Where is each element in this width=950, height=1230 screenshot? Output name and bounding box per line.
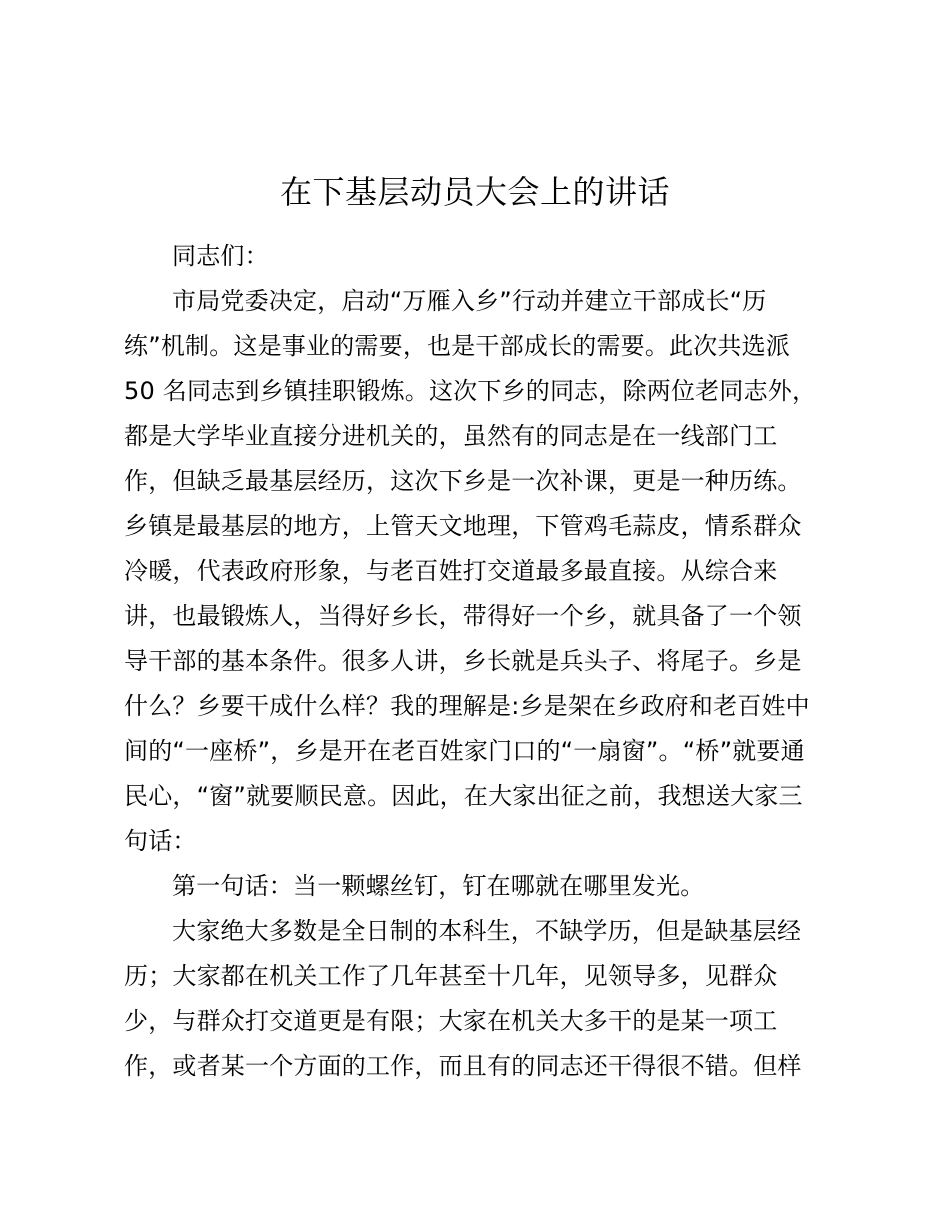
paragraph-line: 作，或者某一个方面的工作，而且有的同志还干得很不错。但样	[124, 1052, 802, 1080]
paragraph-line: 历；大家都在机关工作了几年甚至十几年，见领导多，见群众	[124, 962, 778, 990]
paragraph-line: 市局党委决定，启动“万雁入乡”行动并建立干部成长“历	[172, 287, 767, 315]
paragraph-line: 冷暖，代表政府形象，与老百姓打交道最多最直接。从综合来	[124, 557, 778, 585]
salutation-line: 同志们：	[172, 242, 269, 270]
paragraph-line: 作，但缺乏最基层经历，这次下乡是一次补课，更是一种历练。	[124, 467, 802, 495]
paragraph-line: 什么？乡要干成什么样？我的理解是:乡是架在乡政府和老百姓中	[124, 692, 810, 720]
paragraph-line: 导干部的基本条件。很多人讲，乡长就是兵头子、将尾子。乡是	[124, 647, 802, 675]
paragraph-line: 50 名同志到乡镇挂职锻炼。这次下乡的同志，除两位老同志外，	[124, 377, 817, 405]
paragraph-line: 句话：	[124, 827, 197, 855]
paragraph-line: 间的“一座桥”，乡是开在老百姓家门口的“一扇窗”。“桥”就要通	[124, 737, 805, 765]
paragraph-line: 练”机制。这是事业的需要，也是干部成长的需要。此次共选派	[124, 332, 791, 360]
paragraph-line: 都是大学毕业直接分进机关的，虽然有的同志是在一线部门工	[124, 422, 778, 450]
paragraph-line: 讲，也最锻炼人，当得好乡长，带得好一个乡，就具备了一个领	[124, 602, 802, 630]
paragraph-line: 少，与群众打交道更是有限；大家在机关大多干的是某一项工	[124, 1007, 778, 1035]
document-title: 在下基层动员大会上的讲话	[279, 173, 670, 211]
document-body	[124, 234, 836, 1089]
section-heading-line: 第一句话：当一颗螺丝钉，钉在哪就在哪里发光。	[172, 872, 705, 900]
paragraph-line: 乡镇是最基层的地方，上管天文地理，下管鸡毛蒜皮，情系群众	[124, 512, 802, 540]
paragraph-line: 民心，“窗”就要顺民意。因此，在大家出征之前，我想送大家三	[124, 782, 803, 810]
paragraph-line: 大家绝大多数是全日制的本科生，不缺学历，但是缺基层经	[172, 917, 802, 945]
